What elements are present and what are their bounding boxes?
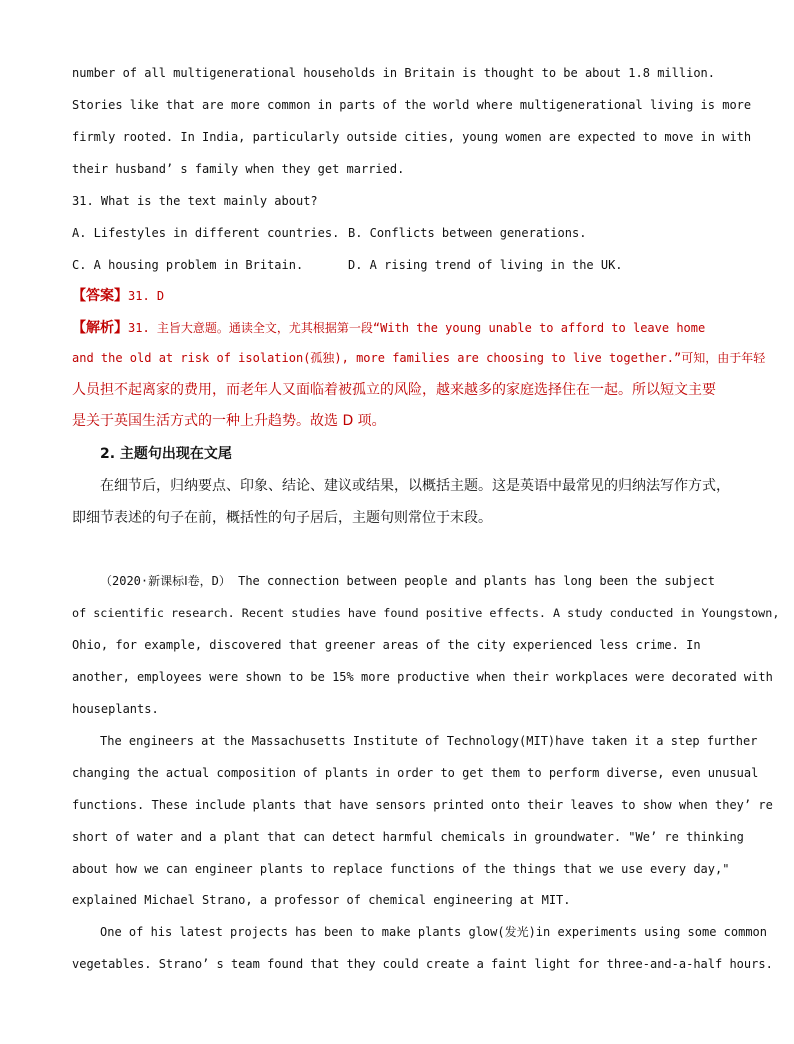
passage-p1-line-4: another, employees were shown to be 15% more productive when their workplaces were decorated with [72, 670, 773, 684]
passage-p1-line-1: （2020·新课标Ⅰ卷，D） The connection between people and plants has long been the subject [100, 574, 715, 588]
passage-p1-line-2: of scientific research. Recent studies have found positive effects. A study conducted in Youngstown, [72, 606, 780, 620]
options-row-2 [72, 257, 623, 273]
analysis-label: 【解析】 [72, 320, 128, 336]
passage-p2-line-3: functions. These include plants that have sensors printed onto their leaves to show when they’ re [72, 798, 773, 812]
options-row-1 [72, 225, 586, 241]
answer-label: 【答案】 [72, 288, 128, 304]
analysis-text-1: 31. 主旨大意题。通读全文，尤其根据第一段“With the young unable to afford to leave home [128, 321, 706, 335]
section2-line-2: 即细节表述的句子在前，概括性的句子居后，主题句则常位于末段。 [72, 510, 492, 526]
para1-line-3: firmly rooted. In India, particularly outside cities, young women are expected to move in with [72, 130, 752, 144]
section2-line-1: 在细节后，归纳要点、印象、结论、建议或结果，以概括主题。这是英语中最常见的归纳法写作方式， [100, 478, 730, 494]
passage-p3-line-2: vegetables. Strano’ s team found that they could create a faint light for three-and-a-half hours. [72, 957, 773, 971]
passage-p3-line-1: One of his latest projects has been to make plants glow(发光)in experiments using some common [100, 925, 767, 939]
passage-p1-line-3: Ohio, for example, discovered that greener areas of the city experienced less crime. In [72, 638, 701, 652]
analysis-line-2: and the old at risk of isolation(孤独), more families are choosing to live together.”可知，由于年轻 [72, 351, 766, 365]
question-stem: 31. What is the text mainly about? [72, 194, 318, 208]
para1-line-4: their husband’ s family when they get married. [72, 162, 405, 176]
answer-line [72, 287, 164, 305]
analysis-line-4: 是关于英国生活方式的一种上升趋势。故选 D 项。 [72, 413, 386, 429]
para1-line-1: number of all multigenerational households in Britain is thought to be about 1.8 million. [72, 66, 715, 80]
passage-p1-line-5: houseplants. [72, 702, 159, 716]
option-b: B. Conflicts between generations. [348, 226, 587, 240]
answer-value: 31. D [128, 289, 165, 303]
passage-p2-line-4: short of water and a plant that can detect harmful chemicals in groundwater. "We’ re thinking [72, 830, 744, 844]
option-a: A. Lifestyles in different countries. [72, 226, 340, 240]
passage-p2-line-1: The engineers at the Massachusetts Institute of Technology(MIT)have taken it a step further [100, 734, 758, 748]
para1-line-2: Stories like that are more common in parts of the world where multigenerational living is more [72, 98, 752, 112]
option-c: C. A housing problem in Britain. [72, 258, 304, 272]
passage-p2-line-2: changing the actual composition of plants in order to get them to perform diverse, even unusual [72, 766, 759, 780]
section2-heading: 2. 主题句出现在文尾 [100, 446, 232, 462]
analysis-line-3: 人员担不起离家的费用，而老年人又面临着被孤立的风险，越来越多的家庭选择住在一起。所以短文主要 [72, 382, 716, 398]
passage-p2-line-5: about how we can engineer plants to replace functions of the things that we use every day," [72, 862, 730, 876]
option-d: D. A rising trend of living in the UK. [348, 258, 623, 272]
passage-p2-line-6: explained Michael Strano, a professor of chemical engineering at MIT. [72, 893, 571, 907]
analysis-line-1 [72, 319, 705, 337]
